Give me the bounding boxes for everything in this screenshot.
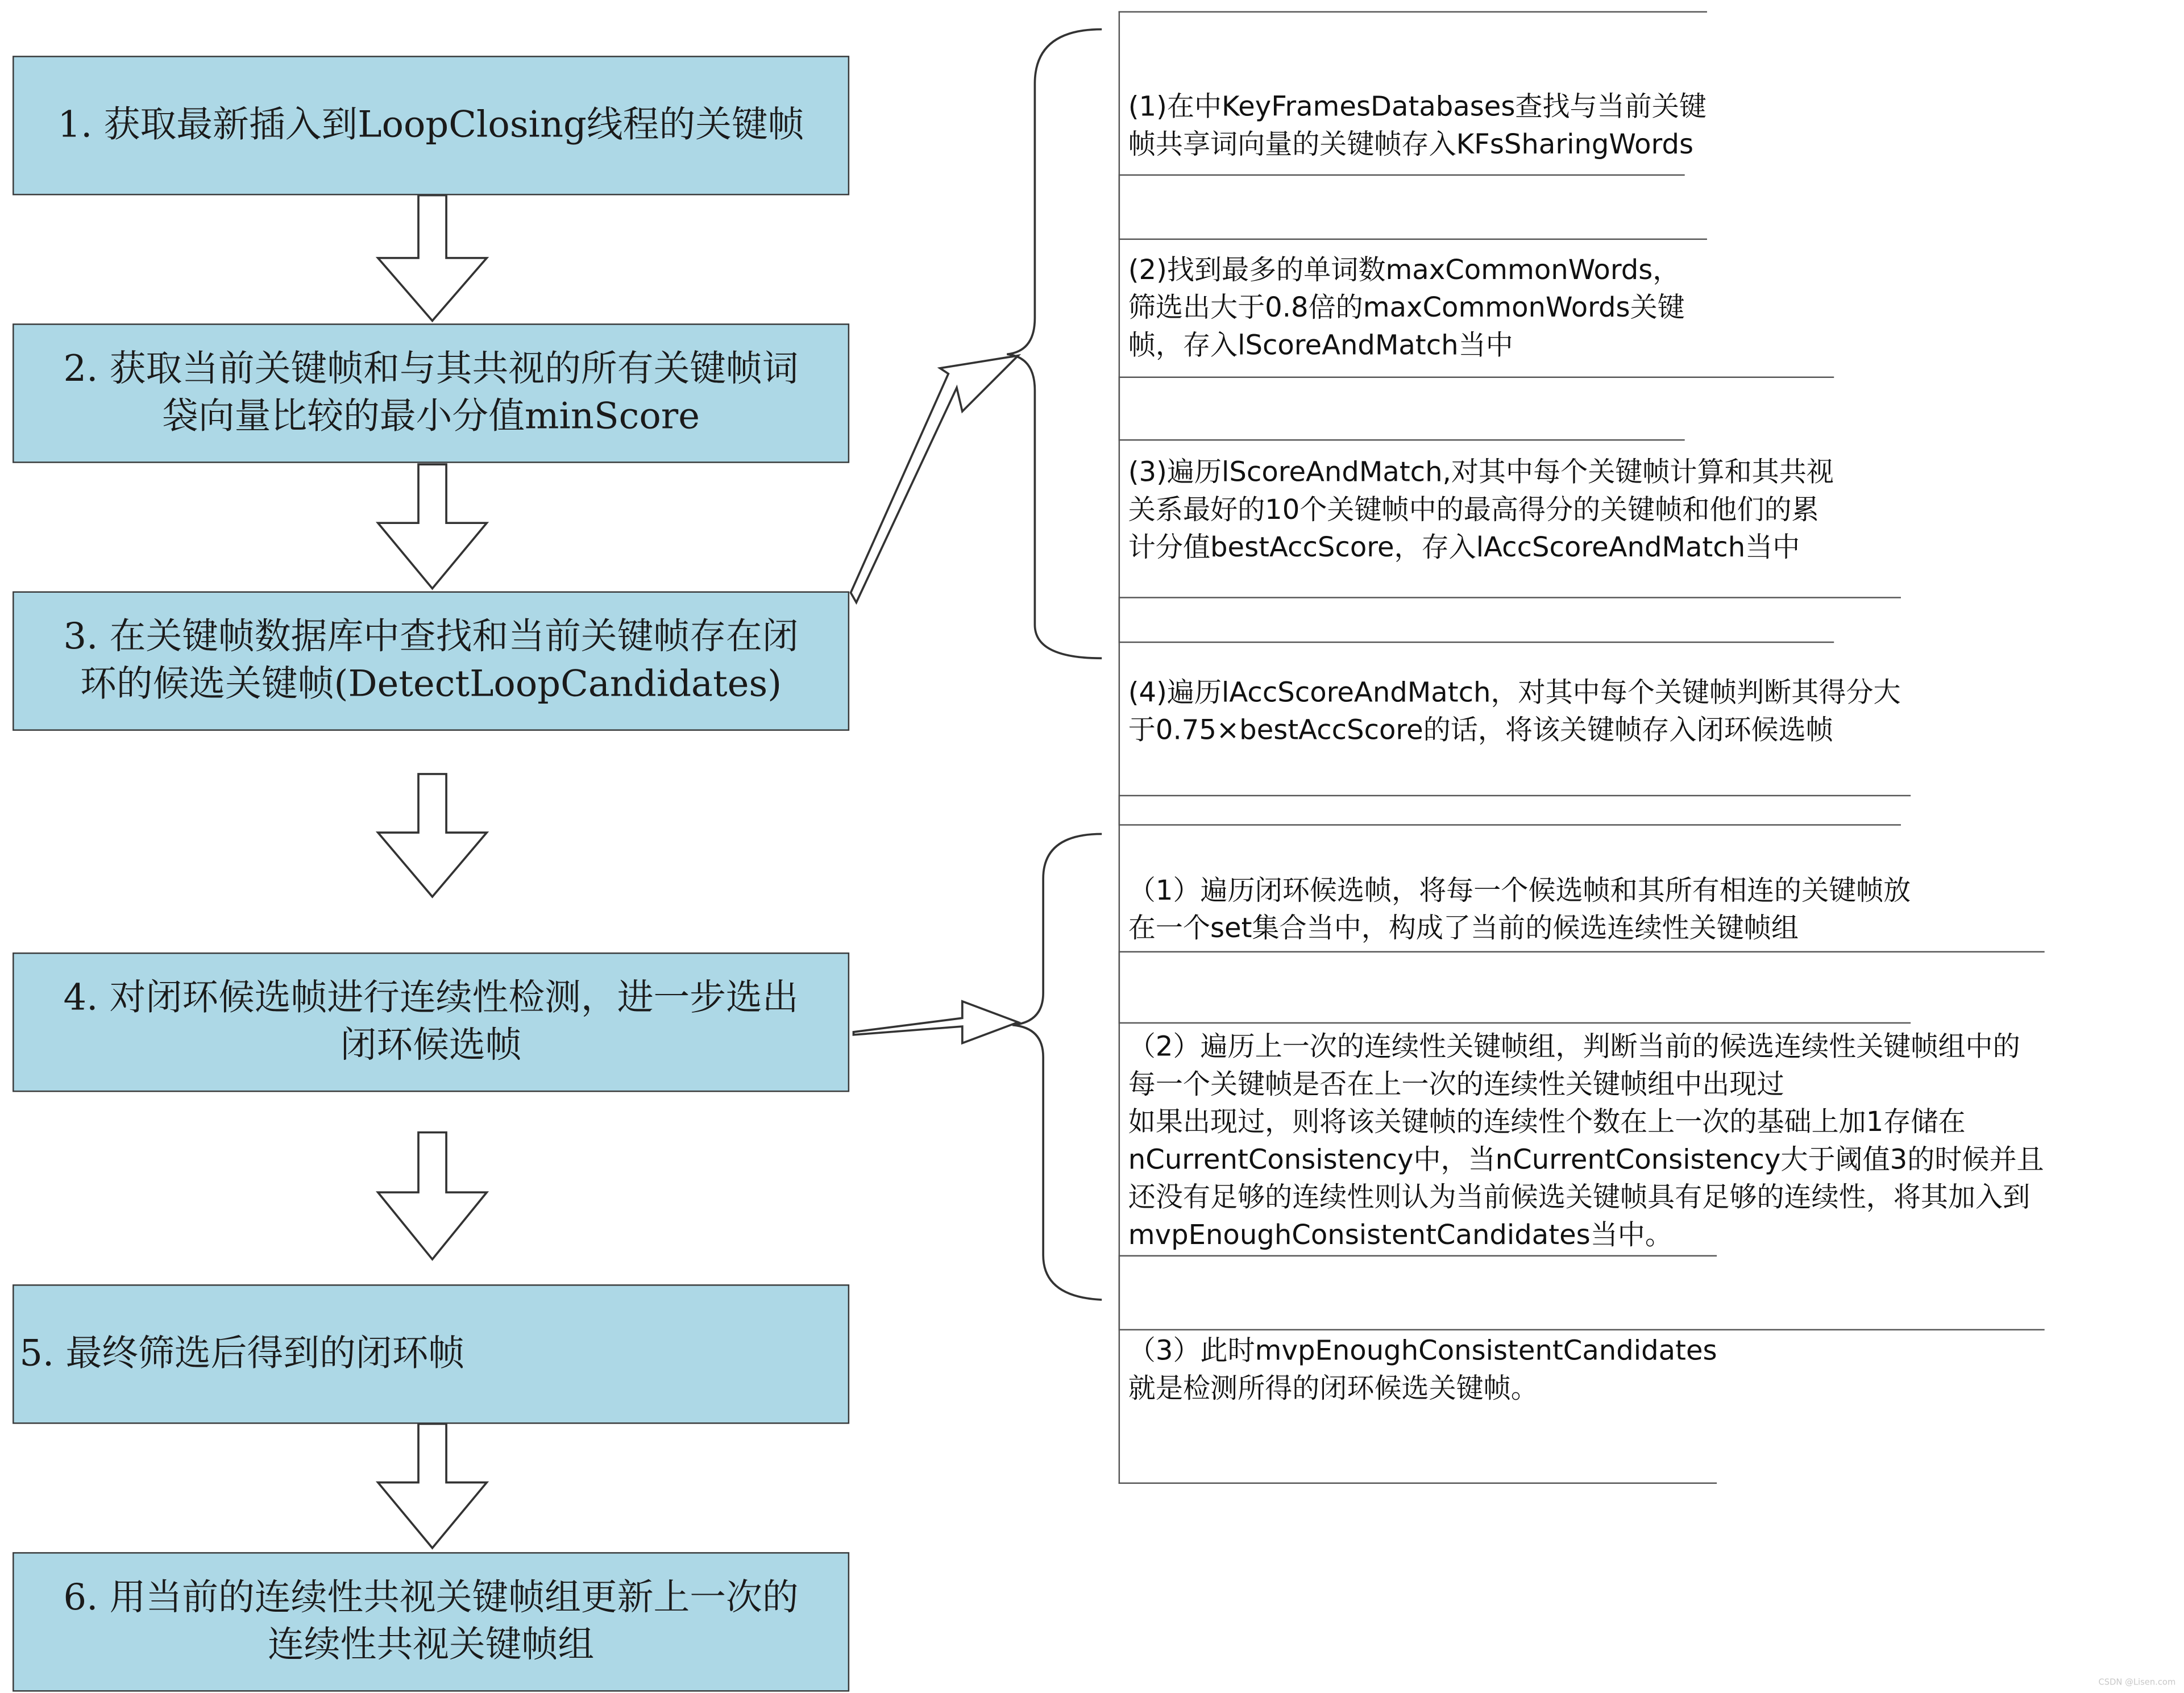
down-arrow-2-3 (378, 464, 487, 588)
note-line: nCurrentConsistency中，当nCurrentConsistency大于阈值3的时候并且 (1128, 1143, 2044, 1176)
brace-detect (1007, 30, 1102, 659)
watermark: CSDN @Lisen.com (2098, 1678, 2176, 1688)
down-arrow-5-6 (378, 1424, 487, 1548)
branch-arrow-step3 (851, 356, 1018, 602)
note-line: 每一个关键帧是否在上一次的连续性关键帧组中出现过 (1128, 1068, 1784, 1101)
note-line: 关系最好的10个关键帧中的最高得分的关键帧和他们的累 (1128, 493, 1819, 526)
note-line: 还没有足够的连续性则认为当前候选关键帧具有足够的连续性，将其加入到 (1128, 1181, 2031, 1213)
note-line: 帧共享词向量的关键帧存入KFsSharingWords (1128, 128, 1694, 161)
down-arrow-1-2 (378, 195, 487, 321)
note-line: (3)遍历lScoreAndMatch,对其中每个关键帧计算和其共视 (1128, 456, 1834, 488)
down-arrow-4-5 (378, 1133, 487, 1259)
note-line: 于0.75×bestAccScore的话，将该关键帧存入闭环候选帧 (1128, 714, 1833, 746)
note-line: 就是检测所得的闭环候选关键帧。 (1128, 1372, 1538, 1405)
note-line: (4)遍历lAccScoreAndMatch，对其中每个关键帧判断其得分大 (1128, 676, 1901, 709)
step-5-box: 5. 最终筛选后得到的闭环帧 (13, 1284, 849, 1424)
note-line: 在一个set集合当中，构成了当前的候选连续性关键帧组 (1128, 912, 1799, 945)
step-2-box: 2. 获取当前关键帧和与其共视的所有关键帧词 袋向量比较的最小分值minScore (13, 323, 849, 463)
step-1-box: 1. 获取最新插入到LoopClosing线程的关键帧 (13, 56, 849, 195)
brace-consistency (1012, 834, 1102, 1300)
note-line: （1）遍历闭环候选帧，将每一个候选帧和其所有相连的关键帧放 (1128, 874, 1911, 907)
note-line: 筛选出大于0.8倍的maxCommonWords关键 (1128, 291, 1685, 324)
consistency-note-3 (1119, 1255, 1717, 1484)
step-4-box: 4. 对闭环候选帧进行连续性检测，进一步选出 闭环候选帧 (13, 952, 849, 1092)
step-3-box: 3. 在关键帧数据库中查找和当前关键帧存在闭 环的候选关键帧(DetectLoopCandidates) (13, 591, 849, 730)
down-arrow-3-4 (378, 774, 487, 897)
note-line: (1)在中KeyFramesDatabases查找与当前关键 (1128, 90, 1706, 123)
note-line: (2)找到最多的单词数maxCommonWords， (1128, 253, 1680, 286)
note-line: 帧，存入lScoreAndMatch当中 (1128, 329, 1513, 361)
detect-note-4 (1119, 597, 1901, 825)
step-6-box: 6. 用当前的连续性共视关键帧组更新上一次的 连续性共视关键帧组 (13, 1552, 849, 1691)
note-line: mvpEnoughConsistentCandidates当中。 (1128, 1218, 1672, 1251)
branch-arrow-step4 (853, 1001, 1018, 1043)
note-line: 如果出现过，则将该关键帧的连续性个数在上一次的基础上加1存储在 (1128, 1105, 1966, 1138)
note-line: 计分值bestAccScore，存入lAccScoreAndMatch当中 (1128, 531, 1800, 564)
note-line: （3）此时mvpEnoughConsistentCandidates (1128, 1334, 1717, 1367)
note-line: （2）遍历上一次的连续性关键帧组，判断当前的候选连续性关键帧组中的 (1128, 1030, 2020, 1063)
